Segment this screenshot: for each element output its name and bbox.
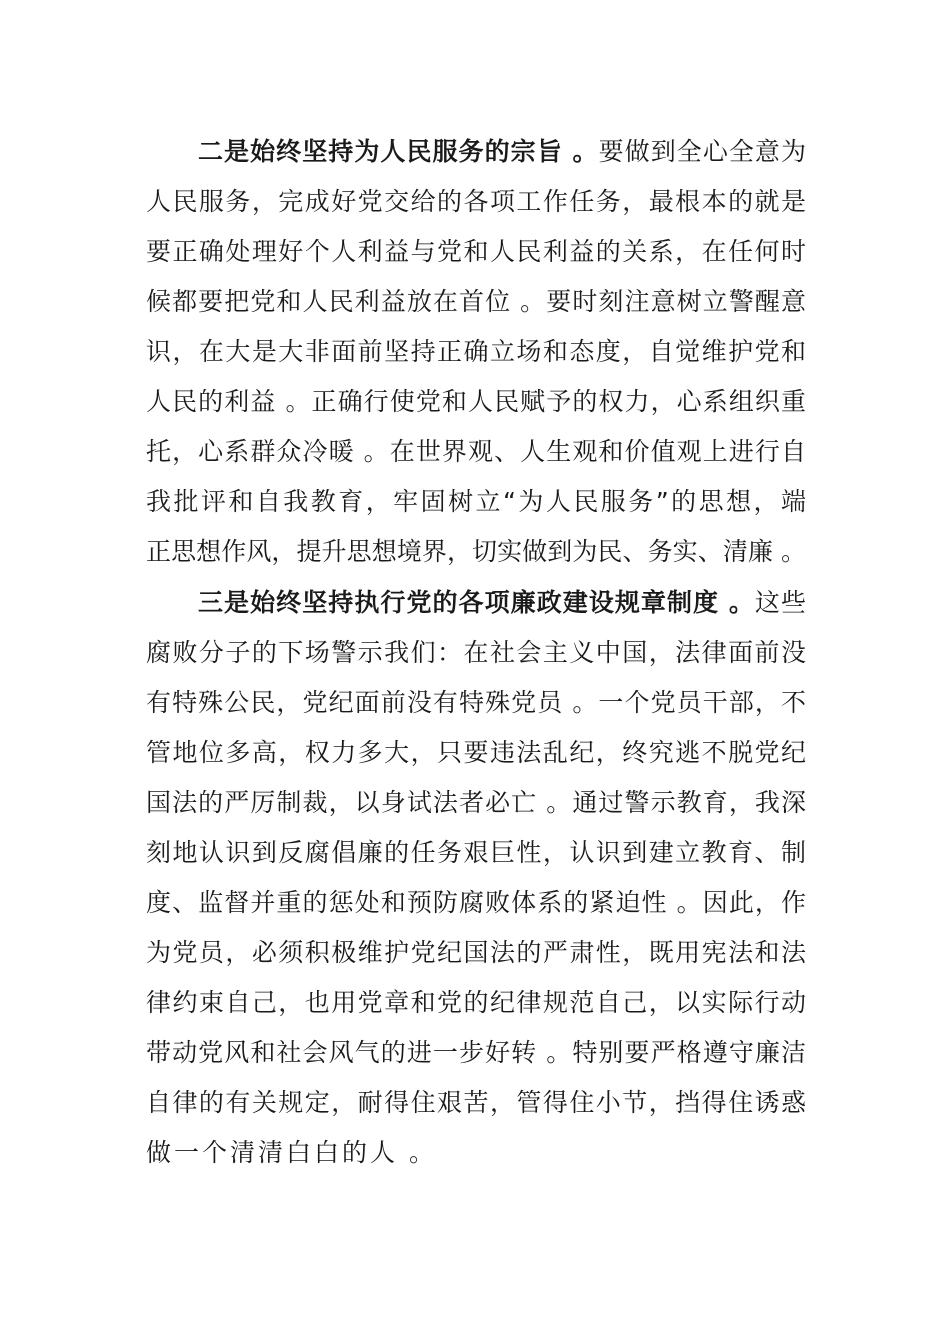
paragraph-line: 刻地认识到反腐倡廉的任务艰巨性，认识到建立教育、制 bbox=[146, 838, 806, 867]
paragraph-line: 管地位多高，权力多大，只要违法乱纪，终究逃不脱党纪 bbox=[146, 738, 806, 767]
paragraph-line: 自律的有关规定，耐得住艰苦，管得住小节，挡得住诱惑 bbox=[146, 1088, 806, 1117]
paragraph-line: 候都要把党和人民利益放在首位 。要时刻注意树立警醒意 bbox=[146, 287, 806, 316]
paragraph-line: 人民服务，完成好党交给的各项工作任务，最根本的就是 bbox=[146, 187, 806, 216]
paragraph-lead: 二是始终坚持为人民服务的宗旨 。 bbox=[198, 137, 599, 166]
paragraph-line: 为党员，必须积极维护党纪国法的严肃性，既用宪法和法 bbox=[146, 938, 806, 967]
paragraph-lead: 三是始终坚持执行党的各项廉政建设规章制度 。 bbox=[198, 588, 755, 617]
paragraph-line: 托，心系群众冷暖 。在世界观、人生观和价值观上进行自 bbox=[146, 437, 806, 466]
paragraph-line: 国法的严厉制裁，以身试法者必亡 。通过警示教育，我深 bbox=[146, 788, 806, 817]
paragraph-line: 要正确处理好个人利益与党和人民利益的关系，在任何时 bbox=[146, 237, 806, 266]
paragraph-text: 这些 bbox=[754, 588, 806, 617]
paragraph-line: 我批评和自我教育，牢固树立“为人民服务”的思想，端 bbox=[146, 487, 806, 516]
paragraph-line bbox=[198, 134, 806, 170]
paragraph-line: 度、监督并重的惩处和预防腐败体系的紧迫性 。因此，作 bbox=[146, 888, 806, 917]
paragraph-line: 有特殊公民，党纪面前没有特殊党员 。一个党员干部，不 bbox=[146, 688, 806, 717]
paragraph-line: 识，在大是大非面前坚持正确立场和态度，自觉维护党和 bbox=[146, 337, 806, 366]
paragraph-line: 做一个清清白白的人 。 bbox=[146, 1138, 437, 1167]
paragraph-line: 律约束自己，也用党章和党的纪律规范自己，以实际行动 bbox=[146, 988, 806, 1017]
paragraph-line bbox=[198, 585, 806, 621]
paragraph-line: 腐败分子的下场警示我们：在社会主义中国，法律面前没 bbox=[146, 638, 806, 667]
paragraph-text: 要做到全心全意为 bbox=[598, 137, 806, 166]
paragraph-line: 带动党风和社会风气的进一步好转 。特别要严格遵守廉洁 bbox=[146, 1038, 806, 1067]
paragraph-line: 人民的利益 。正确行使党和人民赋予的权力，心系组织重 bbox=[146, 387, 806, 416]
paragraph-line: 正思想作风，提升思想境界，切实做到为民、务实、清廉 。 bbox=[146, 537, 806, 566]
